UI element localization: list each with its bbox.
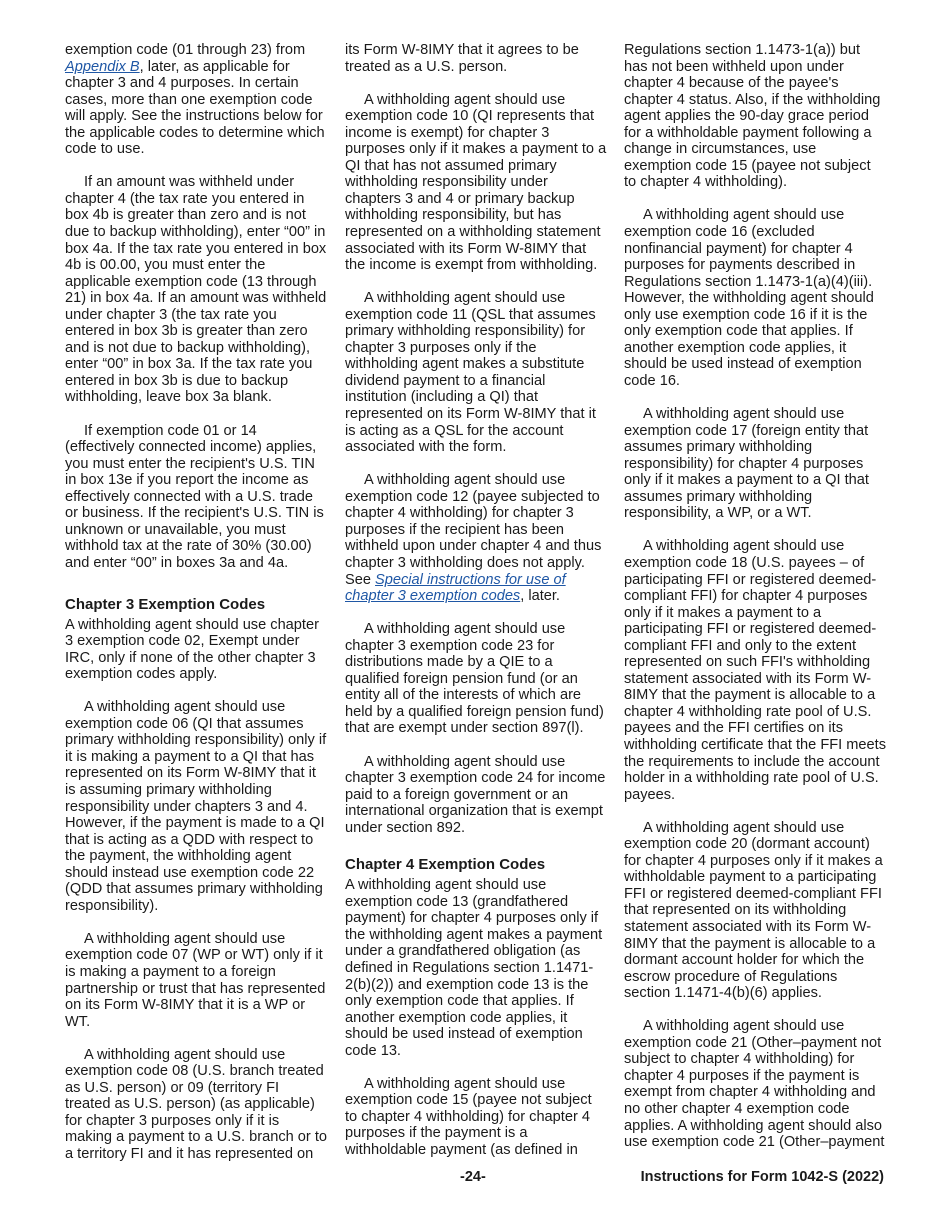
- special-instructions-link[interactable]: Special instructions for use of chapter 3 exemption codes: [345, 571, 566, 605]
- paragraph: A withholding agent should use exemption code 16 (excluded nonfinancial payment) for chapter 4 purposes for payments described in Regulations section 1.1473-1(a)(4)(iii). However, the withholding agent should only use exemption code 16 if it is the only exemption code that applies. If another exemption code applies, it should be used instead of exemption code 16.: [624, 207, 874, 389]
- paragraph: A withholding agent should use exemption code 15 (payee not subject to chapter 4 withholding) for chapter 4 purposes if the payment is a withholdable payment (as defined in: [345, 1075, 592, 1158]
- page-number: -24-: [460, 1169, 486, 1185]
- paragraph: A withholding agent should use exemption code 11 (QSL that assumes primary withholding responsibility) for chapter 3 purposes only if the withholding agent makes a substitute dividend payment to a financial institution (including a QI) that represented on its Form W-8IMY that it is acting as a QSL for the account associated with the form.: [345, 290, 596, 456]
- chapter-4-heading: Chapter 4 Exemption Codes: [345, 856, 546, 874]
- paragraph: A withholding agent should use exemption code 06 (QI that assumes primary withholding responsibility) only if it is making a payment to a QI that has represented on its Form W-8IMY that it is assuming primary withholding responsibility under chapters 3 and 4. However, if the payment is made to a QI that is acting as a QDD with respect to the payment, the withholding agent should instead use exemption code 22 (QDD that assumes primary withholding responsibility).: [65, 699, 327, 914]
- chapter-3-heading: Chapter 3 Exemption Codes: [65, 595, 266, 613]
- document-title: Instructions for Form 1042-S (2022): [640, 1169, 884, 1185]
- paragraph: A withholding agent should use exemption code 08 (U.S. branch treated as U.S. person) or 09 (territory FI treated as U.S. person) (as applicable) for chapter 3 purposes only if it is making a payment to a U.S. branch or to a territory FI and it has represented on: [65, 1046, 328, 1162]
- paragraph: If exemption code 01 or 14 (effectively connected income) applies, you must enter the recipient's U.S. TIN in box 13e if you report the income as effectively connected with a U.S. trade or business. If the recipient's U.S. TIN is unknown or unavailable, you must withhold tax at the rate of 30% (30.00) and enter “00” in boxes 3a and 4a.: [65, 422, 324, 571]
- paragraph: A withholding agent should use exemption code 10 (QI represents that income is exempt) for chapter 3 purposes only if it makes a payment to a QI that has not assumed primary withholding responsibility under chapters 3 and 4 or primary backup withholding responsibility, but has represented on a withholding statement associated with its Form W-8IMY that the income is exempt from withholding.: [345, 91, 607, 274]
- paragraph: A withholding agent should use exemption code 13 (grandfathered payment) for chapter 4 purposes only if the withholding agent makes a payment under a grandfathered obligation (as defined in Regulations section 1.1471-2(b)(2)) and exemption code 13 is the only exemption code that applies. If another exemption code applies, it should be used instead of exemption code 13.: [345, 877, 603, 1059]
- paragraph: its Form W-8IMY that it agrees to be treated as a U.S. person.: [345, 42, 579, 75]
- paragraph: A withholding agent should use exemption code 20 (dormant account) for chapter 4 purposes only if it makes a withholdable payment to a participating FFI or registered deemed-compliant FFI that represented on its withholding statement associated with its Form W-8IMY that the payment is allocable to a dormant account holder for which the escrow procedure of Regulations section 1.1471-4(b)(6) applies.: [624, 819, 883, 1002]
- paragraph: A withholding agent should use exemption code 12 (payee subjected to chapter 4 withholding) for chapter 3 purposes if the recipient has been withheld upon under chapter 4 and thus chapter 3 withholding does not apply. See Special instructions for use of chapter 3 exemption codes, later.: [345, 472, 602, 605]
- paragraph: If an amount was withheld under chapter 4 (the tax rate you entered in box 4b is greater than zero and is not due to backup withholding), enter “00” in box 4a. If the tax rate you entered in box 4b is 00.00, you must enter the applicable exemption code (13 through 21) in box 4a. If an amount was withheld under chapter 3 (the tax rate you entered in box 3b is greater than zero and is not due to backup withholding), enter “00” in box 3a. If the tax rate you entered in box 3b is due to backup withholding, leave box 3a blank.: [65, 174, 327, 406]
- column-middle: [345, 42, 607, 1175]
- paragraph: Regulations section 1.1473-1(a)) but has not been withheld upon under chapter 4 because of the payee's chapter 4 status. Also, if the withholding agent applies the 90-day grace period for a withholdable payment following a change in circumstances, use exemption code 15 (payee not subject to chapter 4 withholding).: [624, 42, 881, 191]
- paragraph: A withholding agent should use exemption code 07 (WP or WT) only if it is making a payment to a foreign partnership or trust that has represented on its Form W-8IMY that it is a WP or WT.: [65, 930, 326, 1030]
- appendix-b-link[interactable]: Appendix B: [65, 58, 140, 75]
- paragraph: A withholding agent should use exemption code 18 (U.S. payees – of participating FFI or registered deemed-compliant FFI) for chapter 4 purposes only if it makes a payment to a participating FFI or registered deemed-compliant FFI and only to the extent represented on such FFI's withholding statement associated with its Form W-8IMY that the payment is allocable to a chapter 4 withholding rate pool of U.S. payees and the FFI certifies on its withholding certificate that the FFI meets the requirements to include the account holder in a withholding rate pool of U.S. payees.: [624, 538, 886, 803]
- column-left: [65, 42, 327, 1179]
- paragraph: exemption code (01 through 23) from Appendix B, later, as applicable for chapter 3 and 4 purposes. In certain cases, more than one exemption code will apply. See the instructions below for the applicable codes to determine which code to use.: [65, 42, 325, 158]
- column-right: [624, 42, 886, 1167]
- paragraph: A withholding agent should use exemption code 17 (foreign entity that assumes primary withholding responsibility) for chapter 4 purposes only if it makes a payment to a QI that assumes primary withholding responsibility, a WP, or a WT.: [624, 406, 869, 522]
- paragraph: A withholding agent should use chapter 3 exemption code 24 for income paid to a foreign government or an international organization that is exempt under section 892.: [345, 753, 606, 836]
- paragraph: A withholding agent should use exemption code 21 (Other–payment not subject to chapter 4 withholding) for chapter 4 purposes if the payment is exempt from chapter 4 withholding and no other chapter 4 exemption code applies. A withholding agent should also use exemption code 21 (Other–payment: [624, 1018, 885, 1151]
- paragraph: A withholding agent should use chapter 3 exemption code 02, Exempt under IRC, only if none of the other chapter 3 exemption codes apply.: [65, 616, 319, 683]
- paragraph: A withholding agent should use chapter 3 exemption code 23 for distributions made by a QIE to a qualified foreign pension fund (or an entity all of the interests of which are held by a qualified foreign pension fund) that are exempt under section 897(l).: [345, 621, 604, 737]
